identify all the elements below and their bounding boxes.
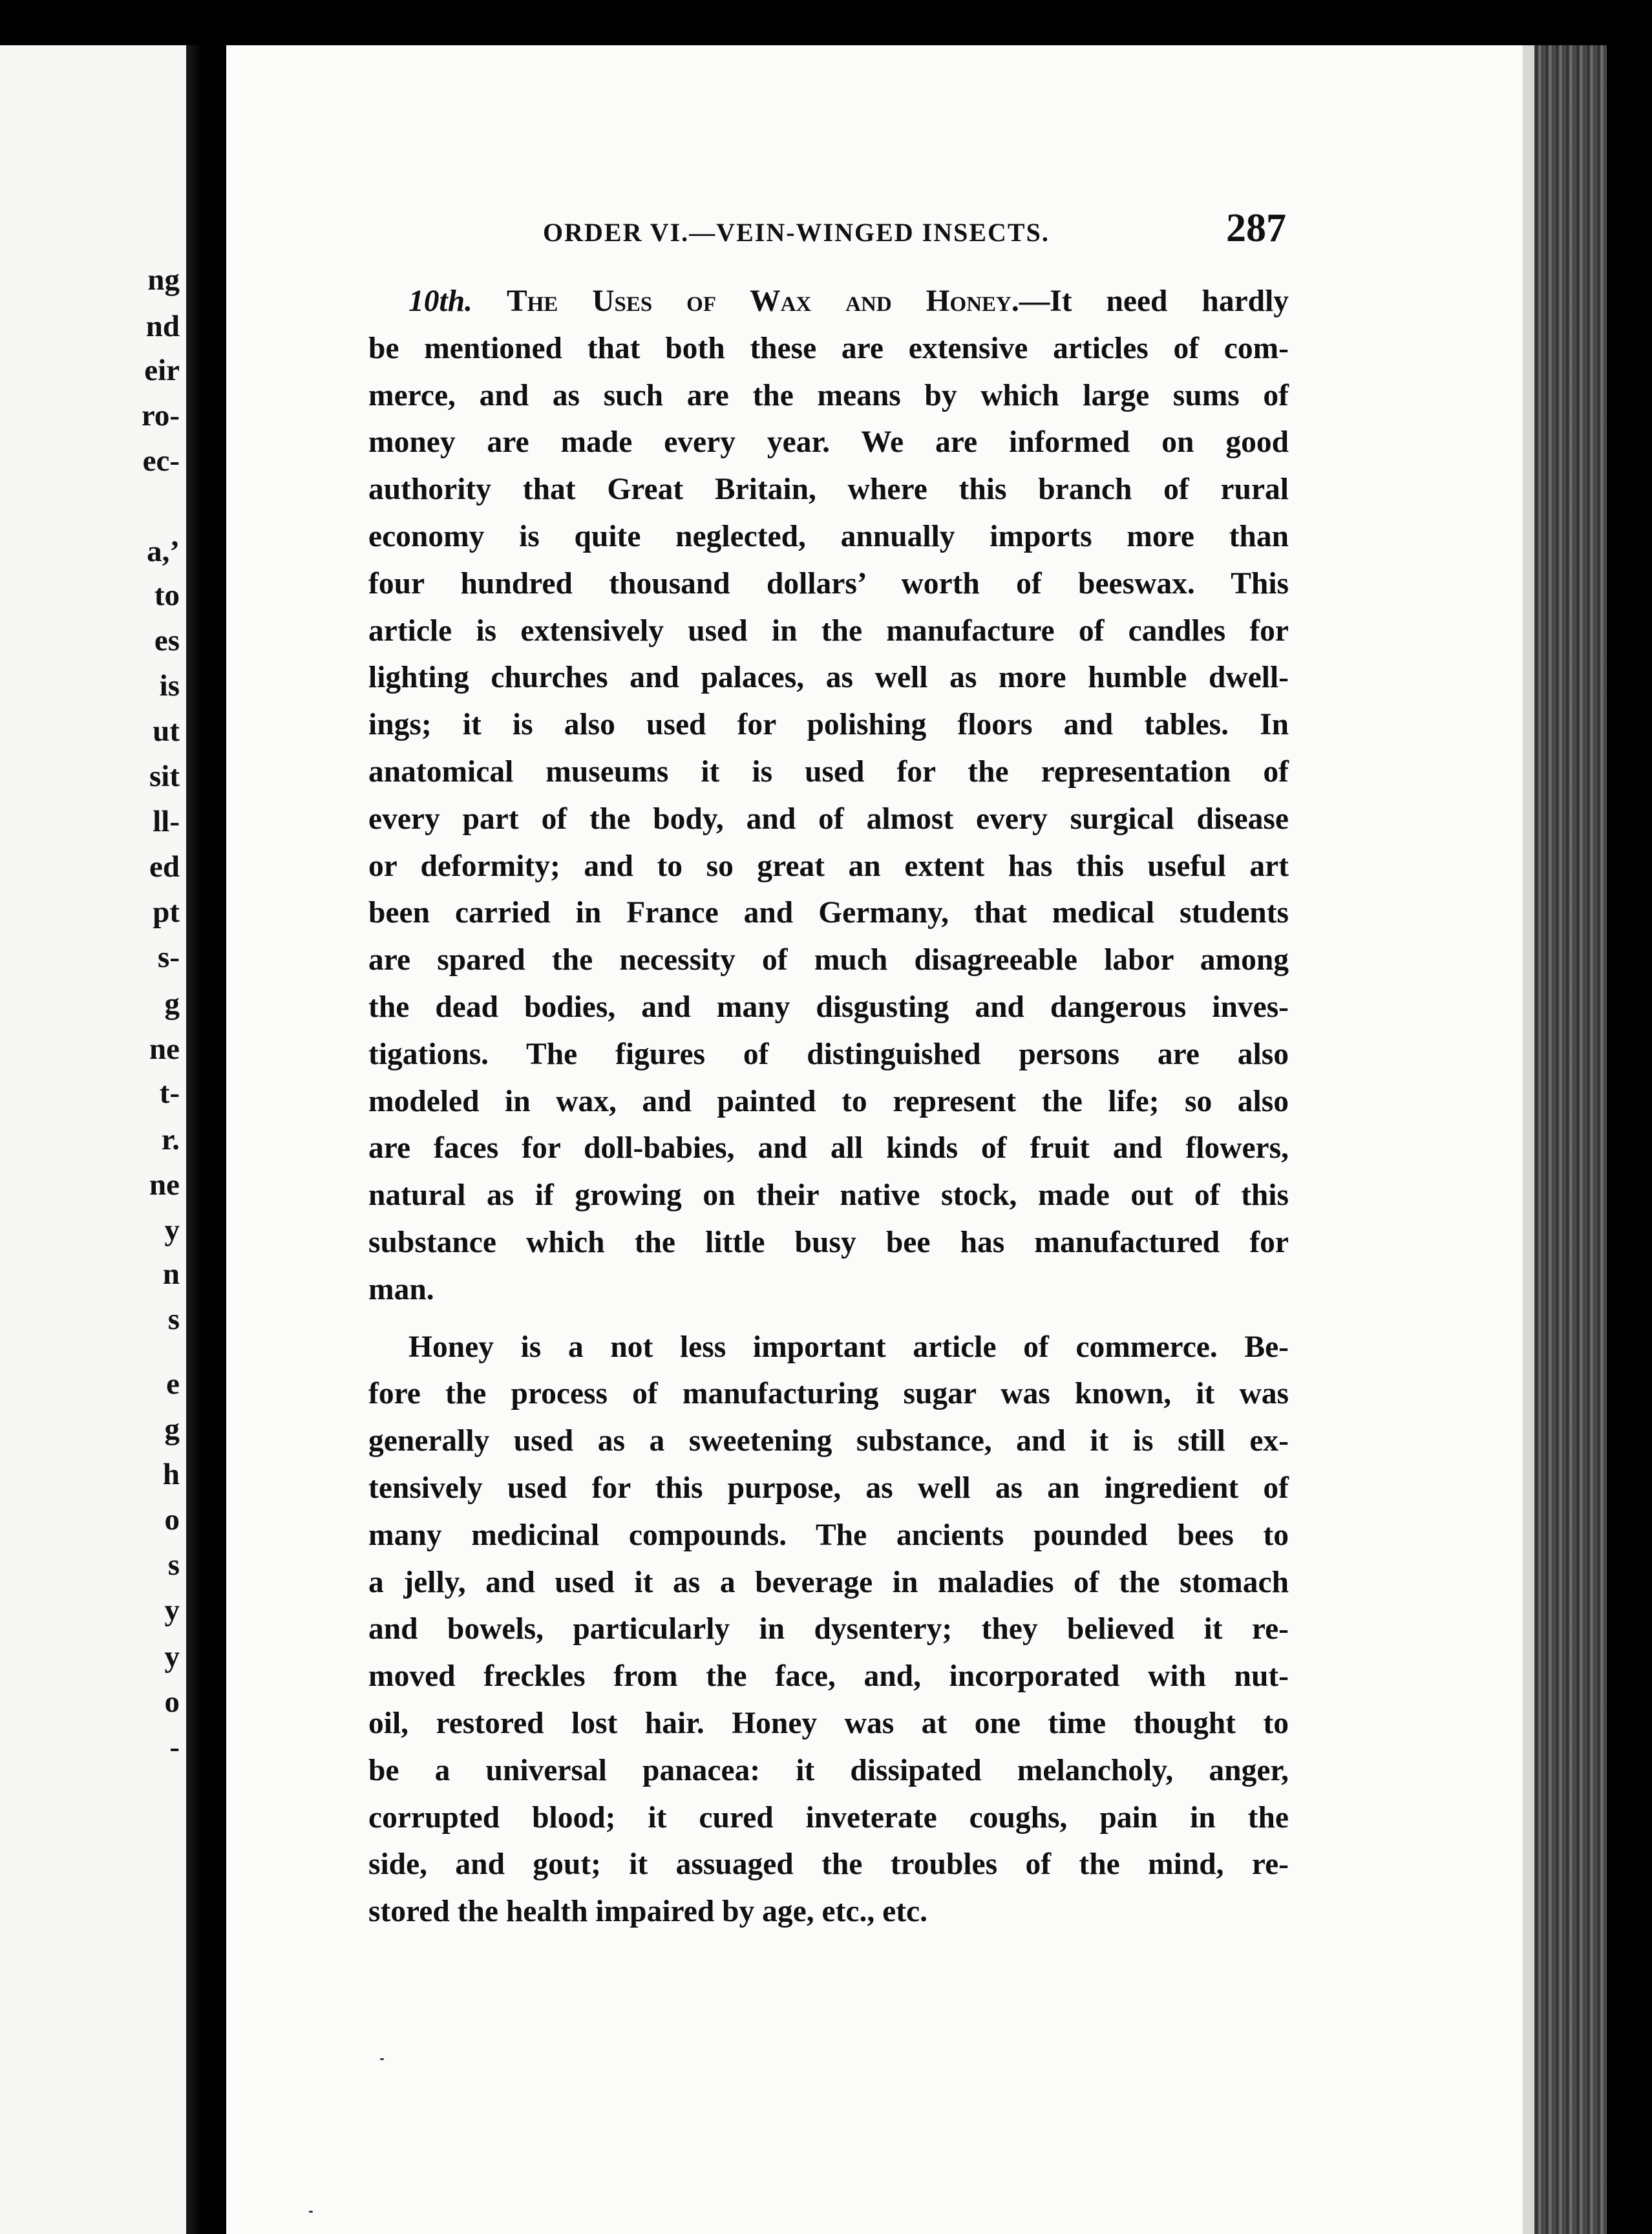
facing-page-text-fragment: r. [161,1123,180,1156]
facing-page-text-fragment: is [159,669,180,703]
facing-page-text-fragment: sit [149,760,180,793]
facing-page-text-fragment: - [169,1730,180,1764]
text-line: moved freckles from the face, and, incorporated with nut- [368,1659,1289,1694]
page-edge-highlight [1523,45,1534,2234]
text-line: corrupted blood; it cured inveterate coughs, pain in the [368,1800,1289,1835]
page-header [543,206,1286,257]
text-line: are spared the necessity of much disagreeable labor among [368,943,1289,977]
facing-page-text-fragment: nd [145,310,180,343]
facing-page-text-fragment: ne [149,1168,180,1202]
facing-page-text-fragment: o [164,1503,180,1537]
text-line: four hundred thousand dollars’ worth of beeswax. This [368,566,1289,601]
section-heading: The Uses of Wax and Honey. [506,284,1019,318]
text-line: fore the process of manufacturing sugar was known, it was [368,1377,1289,1411]
facing-page-text-fragment: e [166,1367,180,1401]
text-line: natural as if growing on their native stock, made out of this [368,1178,1289,1213]
facing-page-text-fragment: a,’ [147,535,180,568]
facing-page-text-fragment: ut [153,714,180,748]
text-line: modeled in wax, and painted to represent the life; so also [368,1084,1289,1118]
facing-page-text-fragment: ed [149,850,180,884]
running-head: ORDER VI.—VEIN-WINGED INSECTS. [543,218,1050,247]
text-line: Honey is a not less important article of commerce. Be- [408,1330,1289,1364]
facing-page-text-fragment: t- [159,1076,180,1110]
text-line: been carried in France and Germany, that medical students [368,896,1289,930]
text-line: the dead bodies, and many disgusting and dangerous inves- [368,990,1289,1024]
paragraph-honey-commerce [368,1324,1289,1935]
text-line: ings; it is also used for polishing floors and tables. In [368,708,1289,742]
text-line: economy is quite neglected, annually imports more than [368,519,1289,553]
facing-page-text-fragment: eir [144,354,180,387]
text-line: substance which the little busy bee has manufactured for [368,1225,1289,1259]
text-line: tensively used for this purpose, as well as an ingredient of [368,1471,1289,1505]
text-line: merce, and as such are the means by which large sums of [368,378,1289,412]
facing-page-text-fragment: o [164,1685,180,1719]
text-line [368,278,1289,325]
text-line: lighting churches and palaces, as well as more humble dwell- [368,661,1289,695]
text-line: article is extensively used in the manufacture of candles for [368,613,1289,648]
text-line: or deformity; and to so great an extent has this useful art [368,849,1289,883]
text-line: man. [368,1272,434,1306]
facing-page-text-fragment: es [154,624,180,657]
text-line: be mentioned that both these are extensive articles of com- [368,331,1289,365]
text-line: side, and gout; it assuaged the troubles of the mind, re- [368,1847,1289,1882]
scan-speck [380,2058,384,2060]
facing-page-text-fragment: ng [147,263,180,297]
facing-page-text-fragment: s- [158,941,180,974]
facing-page-text-fragment: y [164,1593,180,1627]
page-number: 287 [1226,206,1286,250]
facing-page-text-fragment: g [164,987,180,1021]
text-line: be a universal panacea: it dissipated melancholy, anger, [368,1753,1289,1787]
section-number: 10th. [408,284,472,318]
text-line: a jelly, and used it as a beverage in maladies of the stomach [368,1565,1289,1599]
facing-page-text-fragment: y [164,1640,180,1674]
facing-page-text-fragment: n [162,1257,180,1291]
facing-page-text-fragment: ro- [141,399,180,432]
text-line: authority that Great Britain, where this branch of rural [368,473,1289,507]
text-line: anatomical museums it is used for the representation of [368,754,1289,789]
facing-page-text-fragment: to [154,579,180,612]
facing-page-fragment [0,45,186,2234]
text-line: every part of the body, and of almost every surgical disease [368,802,1289,836]
facing-page-text-fragment: s [167,1548,180,1582]
text-line: and bowels, particularly in dysentery; they believed it re- [368,1612,1289,1646]
text-line: stored the health impaired by age, etc., etc. [368,1895,927,1929]
text-line: oil, restored lost hair. Honey was at one time thought to [368,1706,1289,1740]
facing-page-text-fragment: s [167,1303,180,1336]
facing-page-text-fragment: ll- [153,805,180,838]
body-text [368,278,1289,1935]
text-line: many medicinal compounds. The ancients pounded bees to [368,1518,1289,1552]
facing-page-text-fragment: y [164,1213,180,1247]
facing-page-text-fragment: ec- [142,444,180,478]
scan-speck [309,2211,313,2213]
text-line: are faces for doll-babies, and all kinds of fruit and flowers, [368,1131,1289,1165]
paragraph-uses-of-wax-and-honey [368,278,1289,1314]
page-edges [1523,45,1607,2234]
line-text: —It need hardly [1019,284,1289,318]
facing-page-text-fragment: pt [153,895,180,929]
facing-page-text-fragment: g [164,1412,180,1446]
book-gutter [186,45,226,2234]
facing-page-text-fragment: h [162,1458,180,1491]
text-line: generally used as a sweetening substance, and it is still ex- [368,1424,1289,1458]
facing-page-text-fragment: ne [149,1032,180,1066]
text-line: money are made every year. We are informed on good [368,425,1289,460]
text-line: tigations. The figures of distinguished persons are also [368,1037,1289,1071]
